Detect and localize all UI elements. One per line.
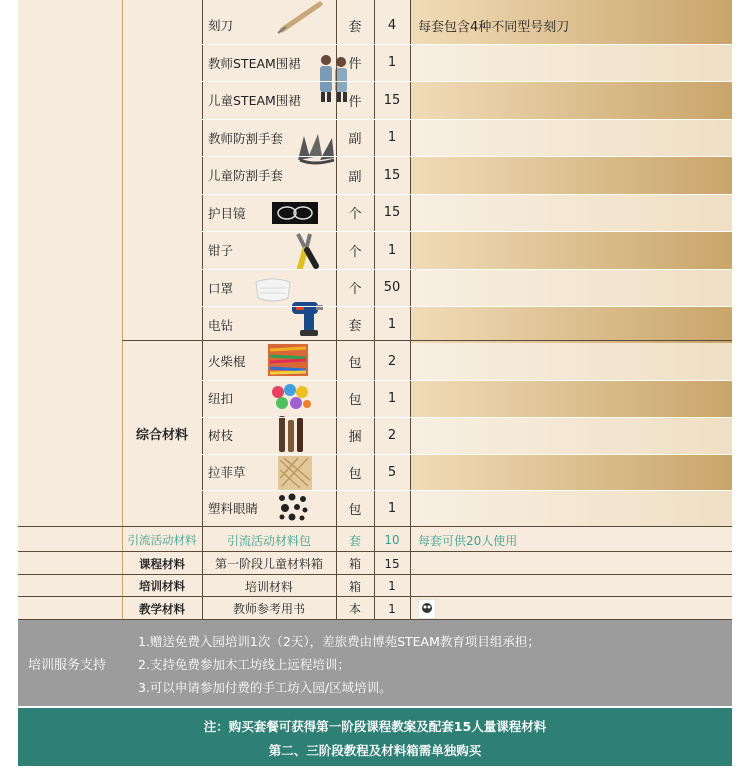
summary-item: 培训材料 <box>244 579 293 594</box>
tool-qty: 1 <box>387 242 397 258</box>
tool-name: 刻刀 <box>208 18 234 33</box>
composite-unit: 包 <box>348 392 362 408</box>
note-highlight <box>410 231 732 269</box>
summary-unit: 套 <box>348 533 361 548</box>
grid-line <box>202 490 732 491</box>
glove-icon <box>294 130 338 170</box>
grid-line <box>336 0 337 620</box>
note-band <box>410 194 732 231</box>
grid-line <box>202 119 732 120</box>
composite-unit: 包 <box>348 355 362 371</box>
carving-knife-icon <box>276 0 326 38</box>
grid-line <box>202 380 732 381</box>
tool-unit: 件 <box>348 57 362 72</box>
grid-line <box>18 596 732 597</box>
plastic-eyes-icon <box>276 492 310 526</box>
note-highlight <box>410 306 732 343</box>
summary-qty: 1 <box>388 579 396 593</box>
grid-line <box>410 0 411 620</box>
note-highlight <box>410 380 732 417</box>
grid-line <box>202 306 732 307</box>
training-line: 3.可以申请参加付费的手工坊入园/区域培训。 <box>138 680 392 695</box>
tool-name: 钳子 <box>208 243 234 258</box>
composite-qty: 2 <box>387 353 397 369</box>
materials-table <box>18 0 732 780</box>
apron-icon <box>316 52 350 108</box>
goggles-icon <box>272 202 318 228</box>
tool-qty: 1 <box>387 130 397 145</box>
tool-unit: 个 <box>348 207 362 222</box>
summary-unit: 箱 <box>348 557 361 571</box>
grid-line <box>18 574 732 575</box>
drill-icon <box>290 296 324 342</box>
summary-item: 教师参考用书 <box>232 602 305 616</box>
tool-unit: 个 <box>348 282 362 297</box>
tool-qty: 1 <box>387 55 397 70</box>
training-section <box>18 620 732 706</box>
training-line: 2.支持免费参加木工坊线上远程培训； <box>138 657 350 672</box>
note-highlight <box>410 454 732 490</box>
grid-line <box>18 551 732 552</box>
grid-line <box>122 340 732 341</box>
tool-unit: 副 <box>348 169 362 185</box>
grid-line <box>202 0 203 620</box>
tool-qty: 4 <box>387 17 397 33</box>
note-highlight <box>410 81 732 119</box>
training-lines <box>138 630 540 699</box>
composite-unit: 包 <box>348 466 362 482</box>
composite-name: 火柴棍 <box>208 354 246 369</box>
tool-name: 电钻 <box>208 317 234 333</box>
grid-line <box>202 156 732 157</box>
composite-name: 纽扣 <box>208 391 234 406</box>
tool-name: 护目镜 <box>208 205 246 221</box>
matchsticks-icon <box>268 344 308 380</box>
tool-qty: 15 <box>383 205 401 220</box>
tool-unit: 套 <box>348 19 362 35</box>
tool-name: 儿童防割手套 <box>208 168 284 183</box>
grid-line <box>202 44 732 45</box>
summary-category: 教学材料 <box>139 601 185 616</box>
note-highlight <box>410 156 732 194</box>
note-band <box>410 417 732 454</box>
tool-name: 教师防割手套 <box>208 130 284 146</box>
grid-line <box>202 417 732 418</box>
tool-name: 口罩 <box>208 280 234 296</box>
note-band <box>410 269 732 306</box>
tool-unit: 个 <box>348 244 362 260</box>
tool-unit: 件 <box>348 94 362 110</box>
note-band <box>410 343 732 380</box>
summary-qty: 15 <box>384 556 400 571</box>
composite-qty: 2 <box>387 427 397 443</box>
note-band <box>410 490 732 526</box>
grid-line <box>202 231 732 232</box>
summary-note: 每套可供20人使用 <box>418 533 518 548</box>
grid-line <box>122 0 123 620</box>
buttons-icon <box>270 382 312 416</box>
summary-item: 引流活动材料包 <box>226 533 311 548</box>
training-label: 培训服务支持 <box>28 657 107 673</box>
composite-name: 塑料眼睛 <box>208 501 259 516</box>
tool-qty: 15 <box>383 92 401 108</box>
tool-name: 教师STEAM围裙 <box>208 55 301 71</box>
summary-category: 培训材料 <box>139 579 185 593</box>
summary-category: 引流活动材料 <box>127 533 197 547</box>
tool-note: 每套包含4种不同型号刻刀 <box>418 19 570 35</box>
summary-qty: 10 <box>384 533 400 547</box>
grid-line <box>18 526 732 527</box>
branches-icon <box>276 414 306 458</box>
tool-qty: 1 <box>387 317 397 332</box>
composite-qty: 1 <box>387 390 397 406</box>
tool-qty: 15 <box>383 167 401 183</box>
training-line: 1.赠送免费入园培训1次（2天），差旅费由博苑STEAM教育项目组承担； <box>138 634 540 649</box>
footer-line-2: 第二、三阶段教程及材料箱需单独购买 <box>268 743 482 758</box>
pliers-icon <box>290 232 324 274</box>
summary-qty: 1 <box>388 601 396 616</box>
mask-icon <box>252 276 294 308</box>
footer-note <box>18 708 732 766</box>
summary-unit: 本 <box>348 602 361 616</box>
tool-unit: 副 <box>348 132 362 147</box>
summary-unit: 箱 <box>348 579 361 594</box>
summary-item: 第一阶段儿童材料箱 <box>214 557 323 571</box>
tool-qty: 50 <box>383 280 401 295</box>
grid-line <box>202 81 732 82</box>
raffia-icon <box>278 456 312 494</box>
grid-line <box>202 194 732 195</box>
composite-unit: 捆 <box>348 429 362 445</box>
grid-line <box>374 0 375 620</box>
composite-name: 拉菲草 <box>208 465 246 480</box>
tool-name: 儿童STEAM围裙 <box>208 93 301 108</box>
grid-line <box>202 269 732 270</box>
composite-category-label: 综合材料 <box>135 427 188 443</box>
tool-unit: 套 <box>348 319 362 334</box>
composite-qty: 5 <box>387 464 397 480</box>
composite-qty: 1 <box>387 500 397 516</box>
composite-unit: 包 <box>348 502 362 518</box>
composite-name: 树枝 <box>208 428 234 443</box>
footer-line-1: 注：购买套餐可获得第一阶段课程教案及配套15人量课程材料 <box>203 719 547 734</box>
summary-category: 课程材料 <box>139 556 185 571</box>
grid-line <box>202 454 732 455</box>
note-band <box>410 119 732 156</box>
note-band <box>410 44 732 81</box>
